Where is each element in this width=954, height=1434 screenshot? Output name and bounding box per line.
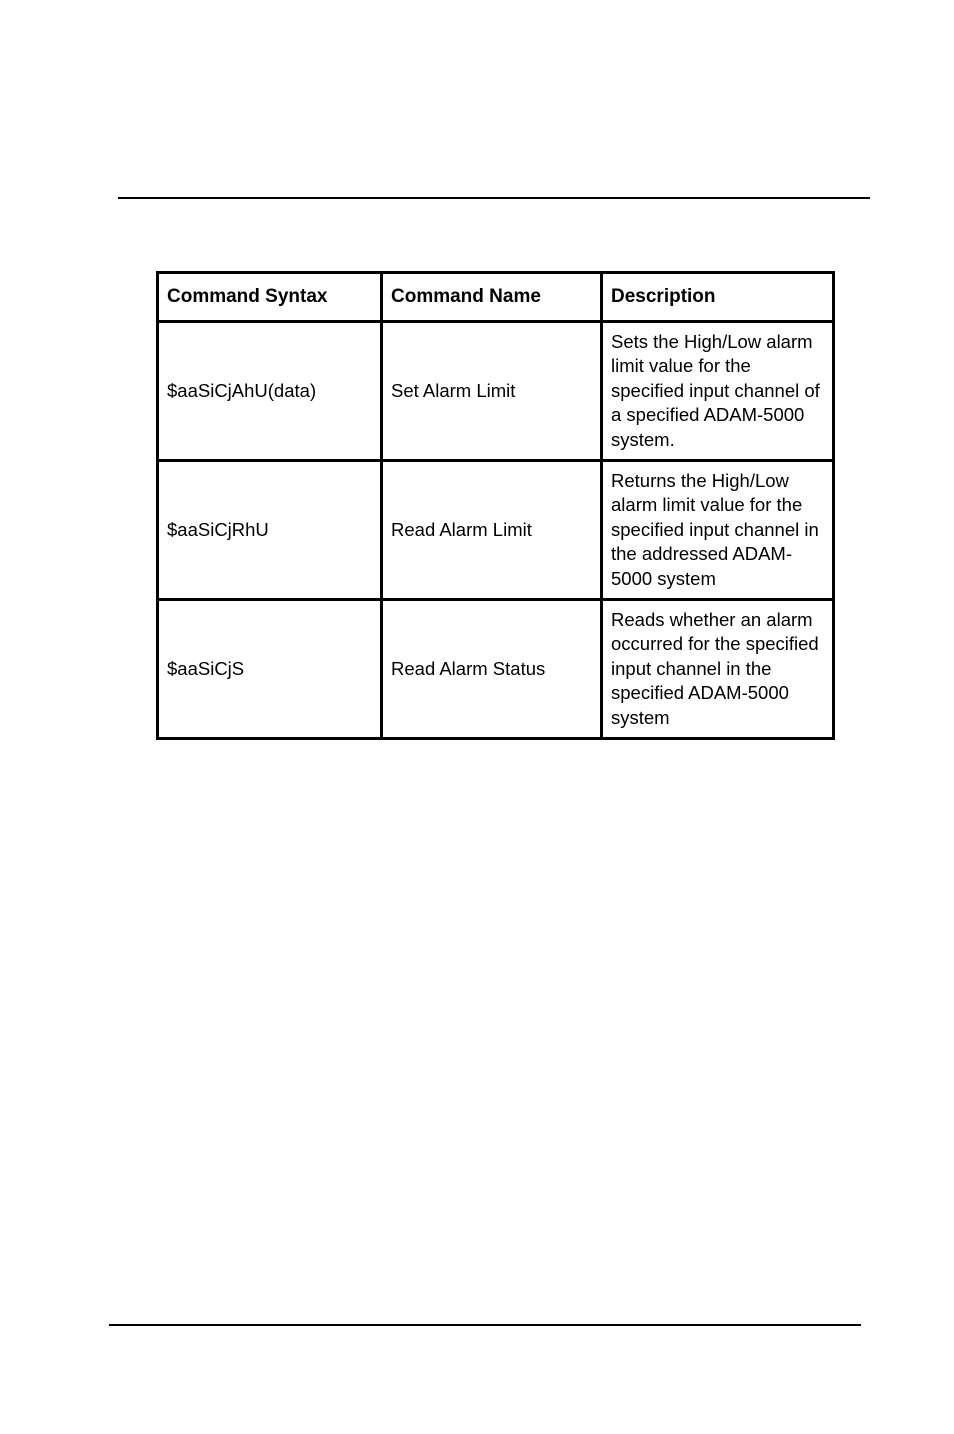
cell-syntax: $aaSiCjS [158,600,382,739]
footer-rule [109,1324,861,1326]
cell-description: Sets the High/Low alarm limit value for the specified input channel of a specified ADAM-5000 system. [602,322,834,461]
column-header-name: Command Name [382,273,602,322]
column-header-syntax: Command Syntax [158,273,382,322]
table-row [158,322,834,461]
cell-description: Reads whether an alarm occurred for the specified input channel in the specified ADAM-5000 system [602,600,834,739]
command-table [156,271,835,740]
cell-name: Read Alarm Status [382,600,602,739]
table-row [158,461,834,600]
header-rule [118,197,870,199]
cell-syntax: $aaSiCjAhU(data) [158,322,382,461]
cell-description: Returns the High/Low alarm limit value for the specified input channel in the addressed ADAM-5000 system [602,461,834,600]
cell-name: Set Alarm Limit [382,322,602,461]
column-header-description: Description [602,273,834,322]
table-row [158,600,834,739]
cell-syntax: $aaSiCjRhU [158,461,382,600]
cell-name: Read Alarm Limit [382,461,602,600]
table-header-row [158,273,834,322]
